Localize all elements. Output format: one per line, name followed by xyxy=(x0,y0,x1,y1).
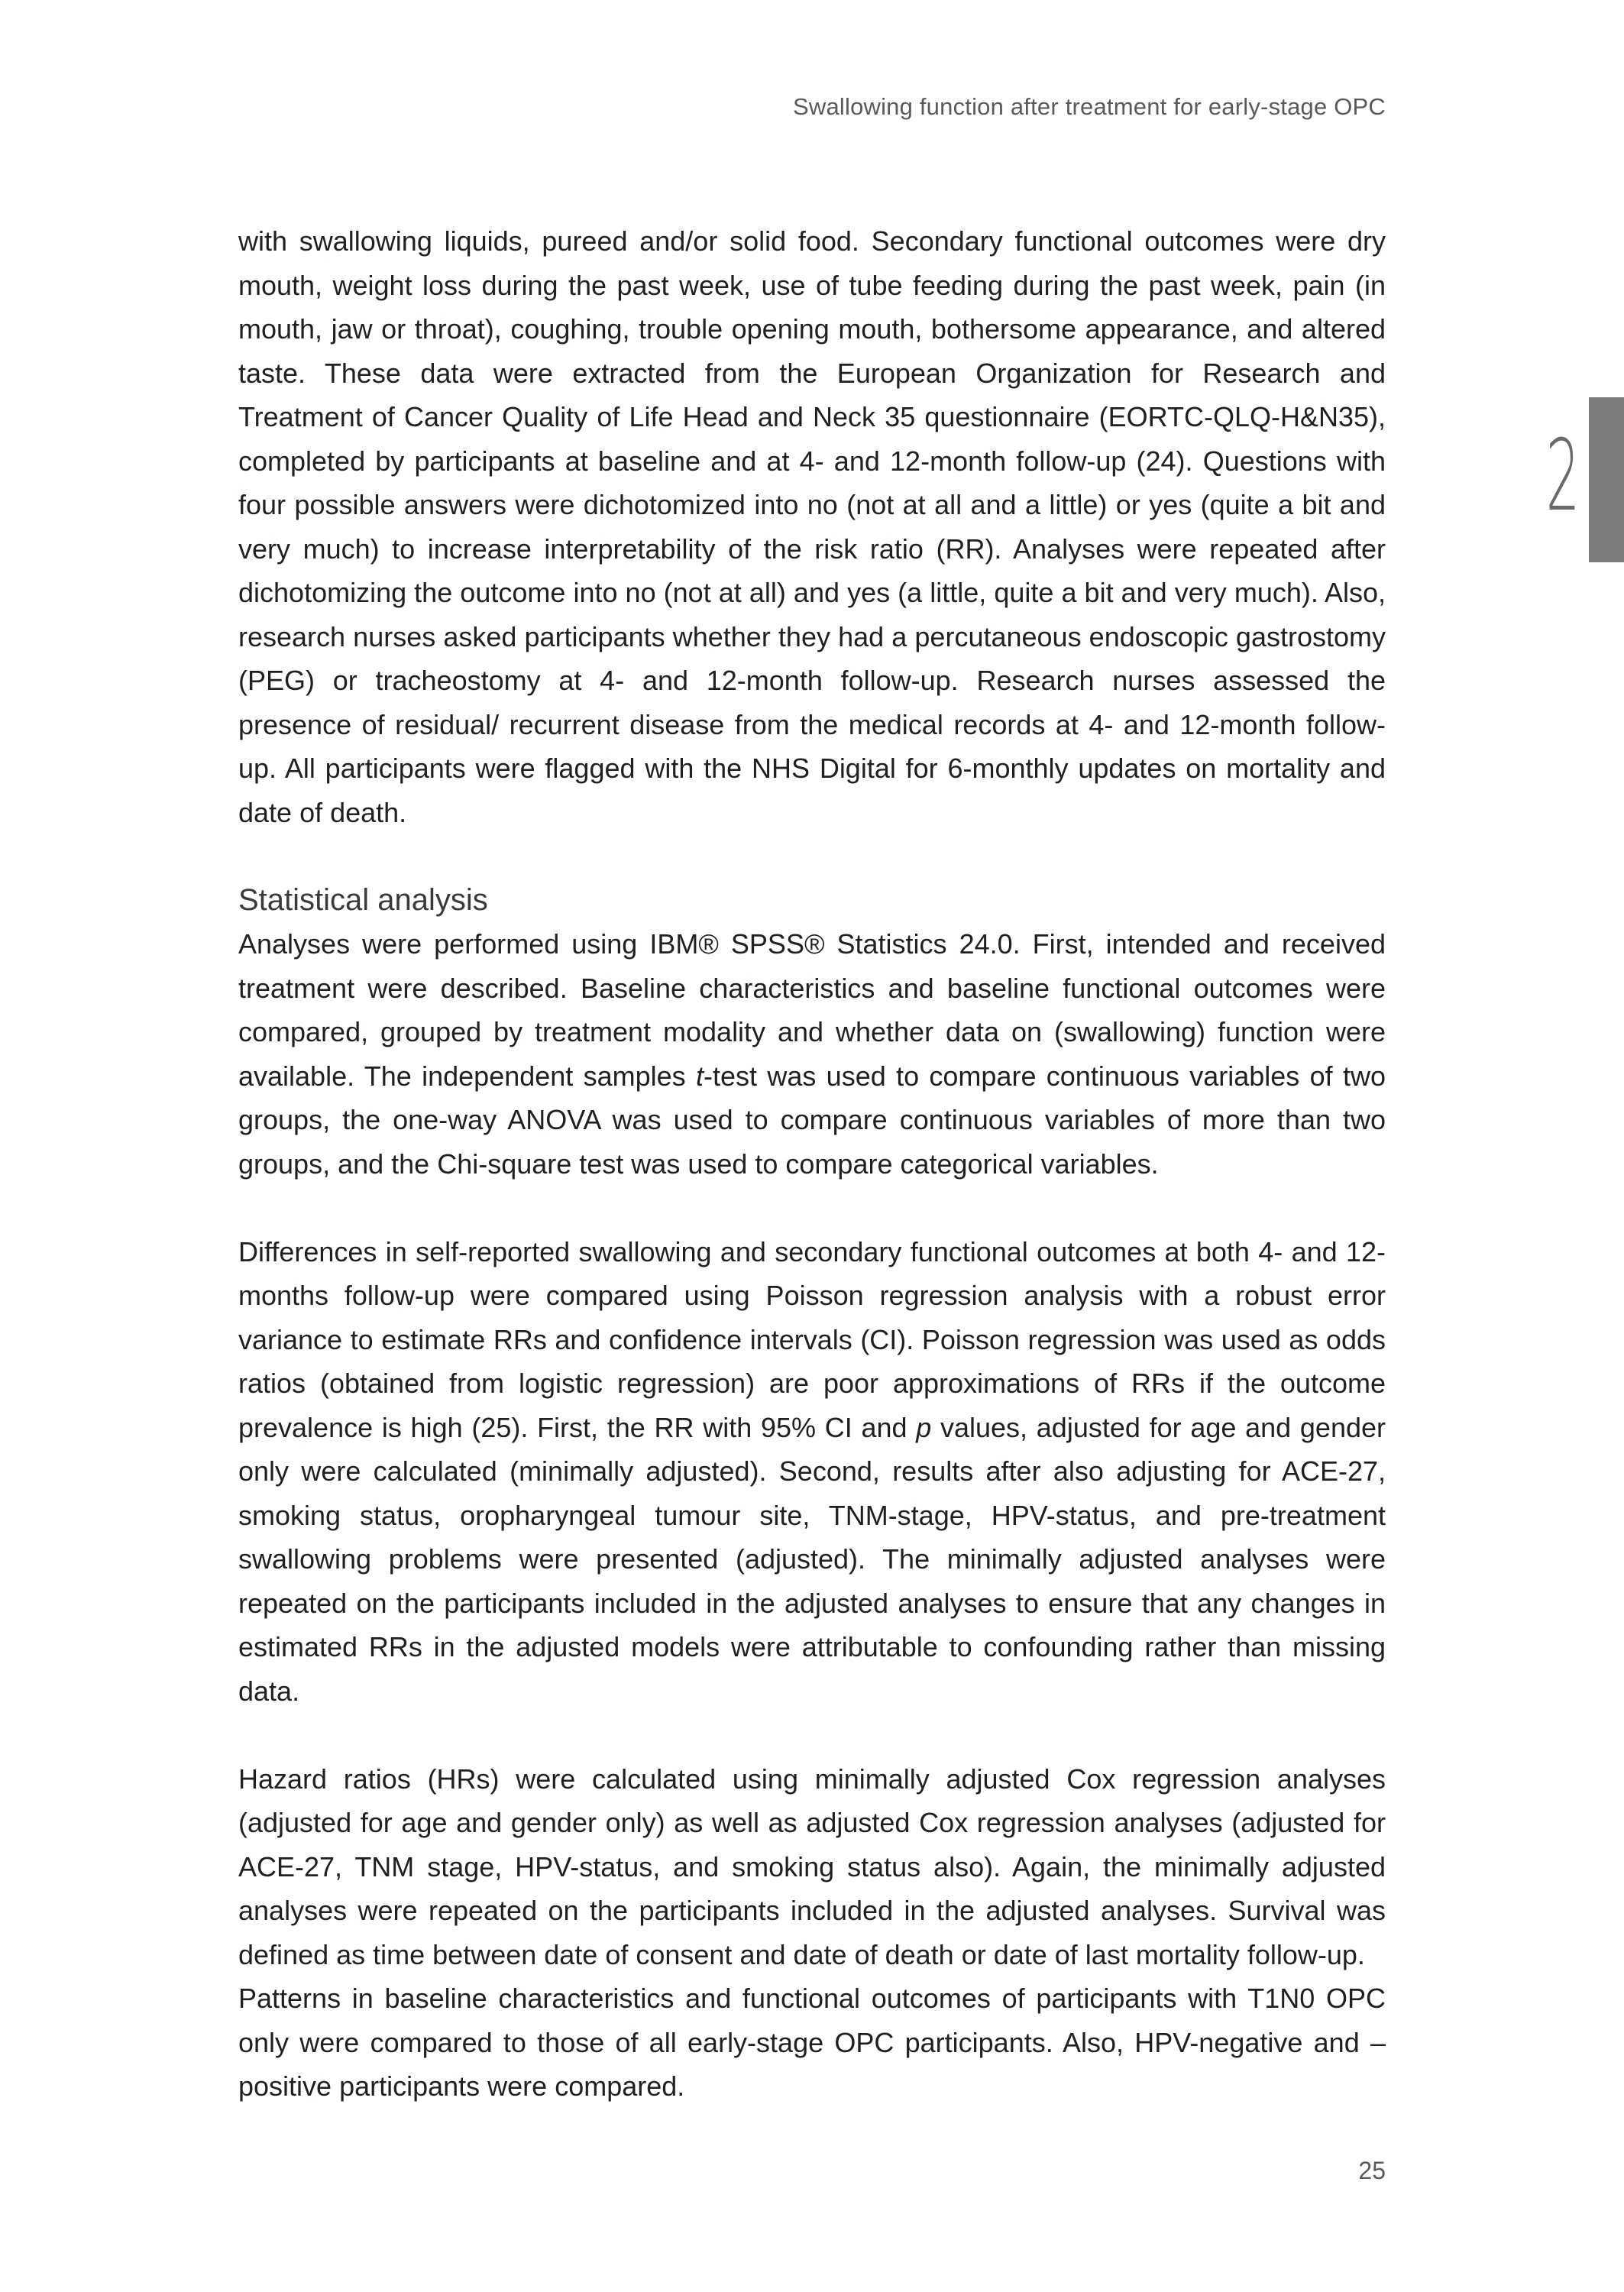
section-heading-statistical-analysis: Statistical analysis xyxy=(238,882,488,917)
paragraph-gap xyxy=(238,1713,1386,1757)
paragraph-text: -test was used to compare continuous variables of two groups, the one-way ANOVA was used to compare continuous variables of more than two groups, and the Chi-square test was used to compare categorical variables. xyxy=(238,1060,1386,1180)
paragraph-hazard-ratios: Hazard ratios (HRs) were calculated using minimally adjusted Cox regression analyses (adjusted for age and gender only) as well as adjusted Cox regression analyses (adjusted for ACE-27, TNM stage, HPV-status, and smoking status also). Again, the minimally adjusted analyses were repeated on the participants included in the adjusted analyses. Survival was defined as time between date of consent and date of death or date of last mortality follow-up. xyxy=(238,1763,1386,1970)
paragraph-text: Differences in self-reported swallowing and secondary functional outcomes at both 4- and 12-months follow-up were compared using Poisson regression analysis with a robust error variance to estimate RRs and confidence intervals (CI). Poisson regression was used as odds ratios (obtained from logistic regression) are poor approximations of RRs if the outcome prevalence is high (25). First, the RR with 95% CI and xyxy=(238,1235,1386,1443)
paragraph-poisson-regression xyxy=(238,1230,1386,1714)
paragraph-swallowing-outcomes: with swallowing liquids, pureed and/or solid food. Secondary functional outcomes were dry mouth, weight loss during the past week, use of tube feeding during the past week, pain (in mouth, jaw or throat), coughing, trouble opening mouth, bothersome appearance, and altered taste. These data were extracted from the European Organization for Research and Treatment of Cancer Quality of Life Head and Neck 35 questionnaire (EORTC-QLQ-H&N35), completed by participants at baseline and at 4- and 12-month follow-up (24). Questions with four possible answers were dichotomized into no (not at all and a little) or yes (quite a bit and very much) to increase interpretability of the risk ratio (RR). Analyses were repeated after dichotomizing the outcome into no (not at all) and yes (a little, quite a bit and very much). Also, research nurses asked participants whether they had a percutaneous endoscopic gastrostomy (PEG) or tracheostomy at 4- and 12-month follow-up. Research nurses assessed the presence of residual/ recurrent disease from the medical records at 4- and 12-month follow-up. All participants were flagged with the NHS Digital for 6-monthly updates on mortality and date of death. xyxy=(238,225,1386,828)
body-text xyxy=(238,219,1386,2109)
paragraph-gap xyxy=(238,1186,1386,1230)
chapter-number: 2 xyxy=(1545,419,1580,533)
paragraph-patterns: Patterns in baseline characteristics and functional outcomes of participants with T1N0 OPC only were compared to those of all early-stage OPC participants. Also, HPV-negative and – positive participants were compared. xyxy=(238,1983,1386,2102)
chapter-tab-marker xyxy=(1589,397,1624,562)
page-number: 25 xyxy=(1358,2157,1386,2184)
italic-p: p xyxy=(916,1411,932,1443)
italic-t: t xyxy=(696,1060,704,1092)
paragraph-text: Analyses were performed using IBM® SPSS® Statistics 24.0. First, intended and received treatment were described. Baseline characteristics and baseline functional outcomes were compared, grouped by treatment modality and whether data on (swallowing) function were available. The independent samples xyxy=(238,928,1386,1092)
paragraph-analyses-performed xyxy=(238,922,1386,1186)
running-header: Swallowing function after treatment for early-stage OPC xyxy=(792,93,1386,120)
paragraph-text: values, adjusted for age and gender only were calculated (minimally adjusted). Second, results after also adjusting for ACE-27, smoking status, oropharyngeal tumour site, TNM-stage, HPV-status, and pre-treatment swallowing problems were presented (adjusted). The minimally adjusted analyses were repeated on the participants included in the adjusted analyses to ensure that any changes in estimated RRs in the adjusted models were attributable to confounding rather than missing data. xyxy=(238,1411,1386,1707)
paragraph-gap xyxy=(238,834,1386,879)
